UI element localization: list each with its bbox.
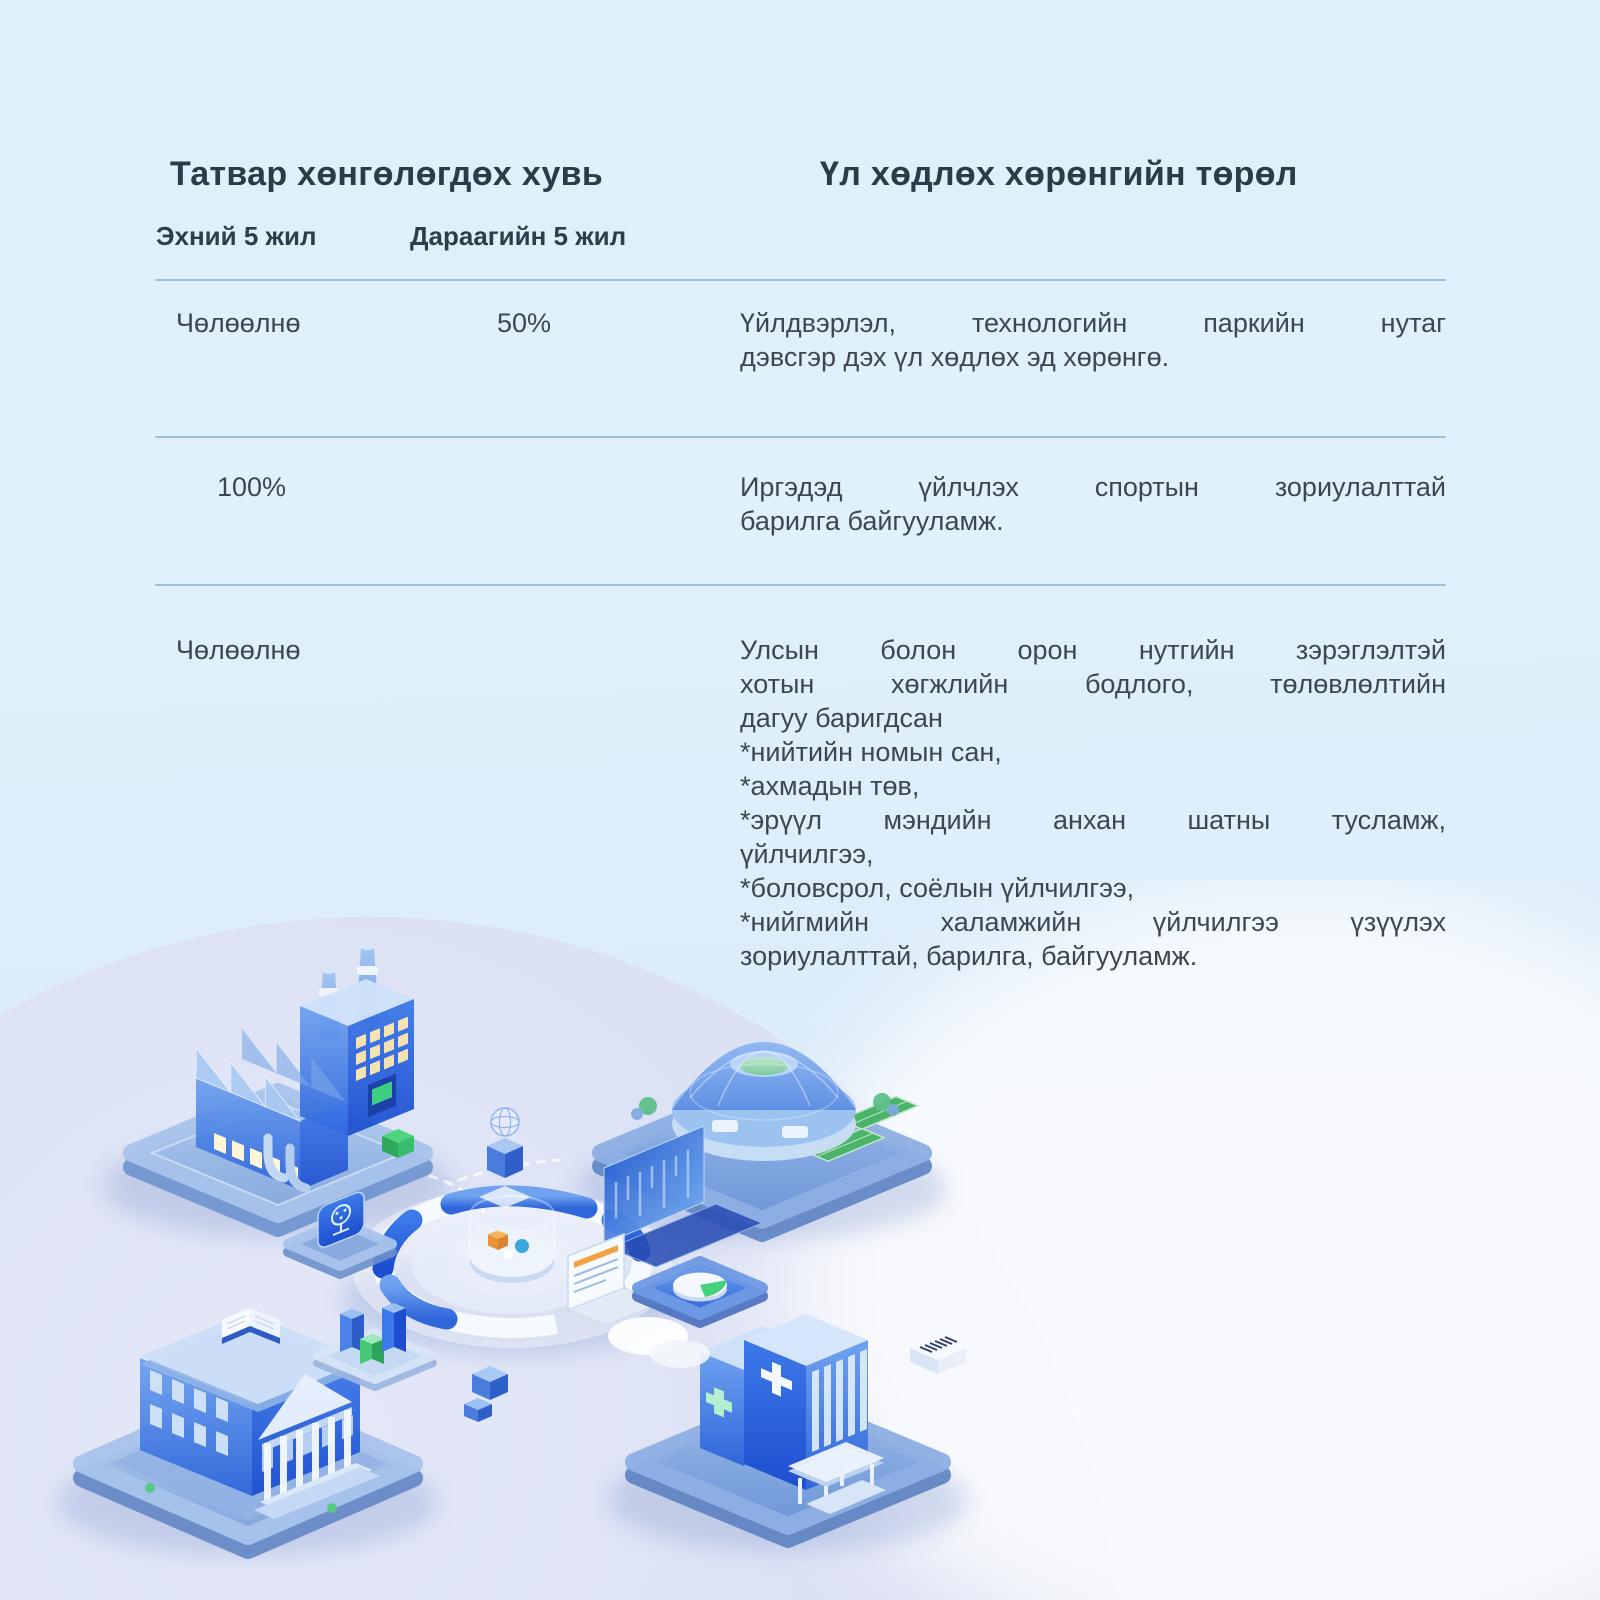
property-text-line: Улсын болон орон нутгийн зэрэглэлтэй <box>740 635 1446 665</box>
first5-value: Чөлөөлнө <box>176 635 301 665</box>
property-type-text <box>740 633 1446 973</box>
property-text-line: *нийтийн номын сан, <box>740 737 1002 767</box>
property-text-line: үйлчилгээ, <box>740 839 874 869</box>
property-text-line: *нийгмийн халамжийн үйлчилгээ үзүүлэх <box>740 907 1446 937</box>
property-text-line: *ахмадын төв, <box>740 771 920 801</box>
property-text-line: дэвсгэр дэх үл хөдлөх эд хөрөнгө. <box>740 342 1170 372</box>
property-type-text <box>740 470 1446 538</box>
next5-value: 50% <box>497 308 552 338</box>
property-text-line: Иргэдэд үйлчлэх спортын зориулалттай <box>740 472 1446 502</box>
property-text-line: барилга байгууламж. <box>740 506 1004 536</box>
divider-line <box>155 279 1446 281</box>
first5-value: Чөлөөлнө <box>176 308 301 338</box>
subheader-next-5-years: Дараагийн 5 жил <box>410 221 627 251</box>
property-text-line: дагуу баригдсан <box>740 703 943 733</box>
subheader-first-5-years: Эхний 5 жил <box>156 221 317 251</box>
column-title-property-type: Үл хөдлөх хөрөнгийн төрөл <box>820 155 1298 193</box>
property-text-line: *эрүүл мэндийн анхан шатны тусламж, <box>740 805 1446 835</box>
first5-value: 100% <box>217 472 287 502</box>
divider-line <box>155 436 1446 438</box>
property-text-line: хотын хөгжлийн бодлого, төлөвлөлтийн <box>740 669 1446 699</box>
property-text-line: зориулалттай, барилга, байгууламж. <box>740 941 1198 971</box>
property-text-line: *боловсрол, соёлын үйлчилгээ, <box>740 873 1135 903</box>
property-type-text <box>740 306 1446 374</box>
divider-line <box>155 584 1446 586</box>
column-title-tax-discount: Татвар хөнгөлөгдөх хувь <box>170 155 604 193</box>
property-text-line: Үйлдвэрлэл, технологийн паркийн нутаг <box>740 308 1446 338</box>
